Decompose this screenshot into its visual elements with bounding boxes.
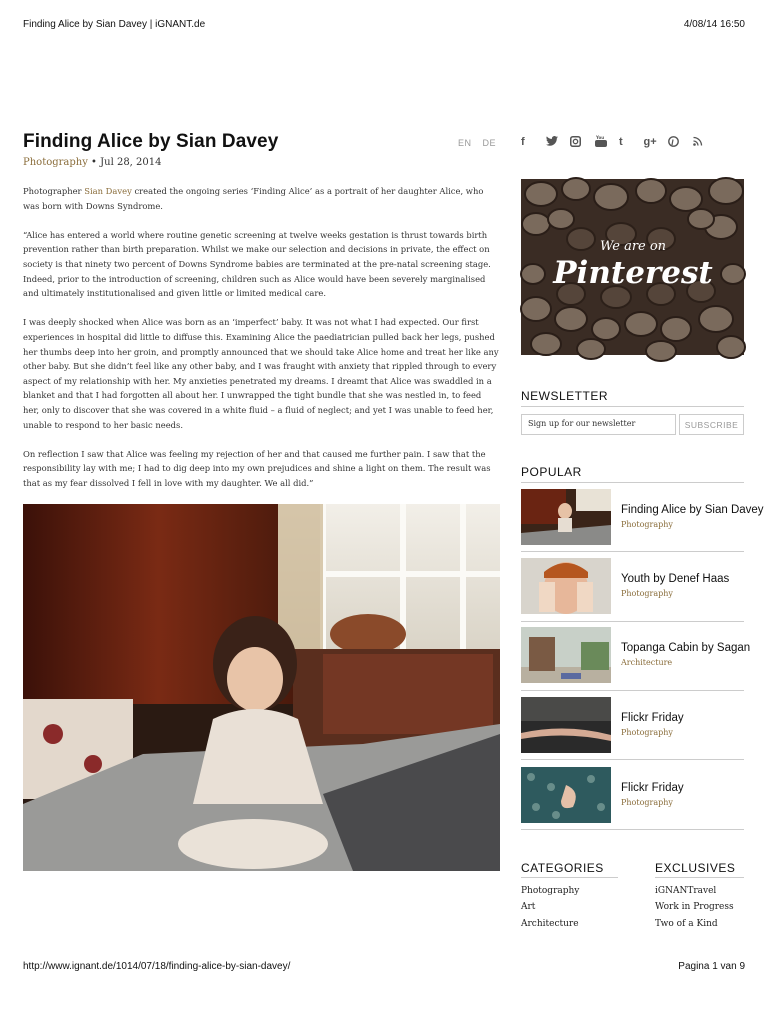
popular-item-title[interactable]: Flickr Friday [621,712,684,724]
popular-thumbnail[interactable] [521,697,611,753]
print-page-number: Pagina 1 van 9 [678,961,745,972]
popular-thumbnail[interactable] [521,627,611,683]
rss-icon[interactable] [693,136,718,150]
print-header [23,19,745,30]
pinterest-banner-line1: We are on [599,239,667,254]
popular-item-title[interactable]: Flickr Friday [621,782,684,794]
exclusive-link-ignantravel[interactable]: iGNANTravel [655,886,717,896]
exclusives-divider [655,877,744,878]
popular-item[interactable] [521,767,744,824]
popular-item[interactable] [521,558,744,615]
popular-item-title[interactable]: Youth by Denef Haas [621,573,730,585]
article-date: • Jul 28, 2014 [87,157,162,168]
article-paragraph: I was deeply shocked when Alice was born as an ‘imperfect’ baby. It was not what I had expected. Our first experiences in hospital did little to diffuse this. Examining Alice the paediatrician pulled back her legs, pushed her thumbs deep into her groin, and promptly announced that we should take Alice home and treat her like any other baby. But she didn’t feel like any other baby, and I was fraught with anxiety that rippled through to every aspect of my relationship with her. My anxieties penetrated my dreams. I dreamt that Alice was swaddled in a blanket and that I had forgotten all about her. I unwrapped the tight bundle that she was nestled in, to feed her, only to discover that she was covered in a white fluid – a fluid of neglect; and yet I was unable to feed her, unable to respond to her basic needs. [23,317,499,430]
popular-item-category[interactable]: Photography [621,728,673,737]
lang-de-link[interactable]: DE [482,138,496,148]
article-category-link[interactable]: Photography [23,157,88,168]
lang-en-link[interactable]: EN [457,138,472,148]
exclusives-list [655,883,734,932]
pinterest-banner-line2: Pinterest [553,255,713,291]
print-footer [23,961,745,972]
social-links [521,136,717,150]
category-link-photography[interactable]: Photography [521,886,580,896]
newsletter-email-input[interactable]: Sign up for our newsletter [521,414,676,435]
popular-thumbnail[interactable] [521,767,611,823]
popular-item-category[interactable]: Photography [621,520,673,529]
popular-item[interactable] [521,627,751,684]
popular-item-title[interactable]: Topanga Cabin by Sagan [621,642,751,654]
article [23,131,500,505]
article-meta [23,157,500,168]
article-paragraph: “Alice has entered a world where routine genetic screening at twelve weeks gestation is thrust towards birth prevention rather than birth preparation. Whilst we make our selection and decisions in private, the effect on society is that ninety two percent of Downs Syndrome babies are terminated at the pre-natal screening stage. Indeed, prior to the introduction of screening, children such as Alice would have been severely marginalised and ultimately institutionalised and given little or limited medical care. [23,229,491,299]
popular-divider [521,690,744,691]
popular-thumbnail[interactable] [521,489,611,545]
exclusive-link-work-in-progress[interactable]: Work in Progress [655,902,734,913]
exclusives-heading: EXCLUSIVES [655,861,736,875]
popular-item-category[interactable]: Photography [621,798,673,807]
print-datetime: 4/08/14 16:50 [683,19,745,30]
category-link-art[interactable]: Art [521,902,536,913]
print-page-title: Finding Alice by Sian Davey | iGNANT.de [23,19,206,30]
popular-divider [521,829,744,830]
facebook-icon[interactable]: f [521,136,525,148]
article-paragraph: Photographer Sian Davey created the ongoing series ‘Finding Alice’ as a portrait of her daughter Alice, who was born with Downs Syndrome. [23,186,484,211]
popular-item-title[interactable]: Finding Alice by Sian Davey [621,504,764,516]
popular-item[interactable] [521,697,744,754]
categories-list [521,883,579,932]
categories-heading: CATEGORIES [521,861,604,875]
pinterest-icon[interactable] [668,136,693,150]
print-url: http://www.ignant.de/1014/07/18/finding-alice-by-sian-davey/ [23,961,291,972]
youtube-icon[interactable] [595,136,620,150]
article-photo [23,504,500,871]
article-body [23,184,500,490]
exclusive-link-two-of-a-kind[interactable]: Two of a Kind [655,918,718,929]
popular-divider [521,482,744,483]
categories-divider [521,877,618,878]
popular-item-category[interactable]: Architecture [621,658,673,667]
instagram-icon[interactable] [570,136,595,150]
popular-divider [521,621,744,622]
article-paragraph: On reflection I saw that Alice was feeling my rejection of her and that caused me further pain. I saw that the responsibility lay with me; I had to dig deep into my own prejudices and shine a light on them. The result was that as my fear dissolved I fell in love with my daughter. We all did.” [23,448,491,488]
popular-divider [521,551,744,552]
svg-text:You: You [595,135,604,140]
article-title: Finding Alice by Sian Davey [23,131,279,152]
google-plus-icon[interactable]: g+ [643,136,657,148]
tumblr-icon[interactable]: t [619,136,623,148]
newsletter-divider [521,406,744,407]
twitter-icon[interactable] [546,136,571,150]
popular-item[interactable] [521,489,764,546]
popular-divider [521,759,744,760]
subscribe-button[interactable]: SUBSCRIBE [679,414,744,435]
category-link-architecture[interactable]: Architecture [521,918,579,929]
popular-thumbnail[interactable] [521,558,611,614]
newsletter-heading: NEWSLETTER [521,389,609,403]
pinterest-banner[interactable] [521,179,744,355]
popular-heading: POPULAR [521,465,582,479]
language-switcher [450,138,496,148]
popular-item-category[interactable]: Photography [621,589,673,598]
photographer-link[interactable]: Sian Davey [84,186,132,196]
